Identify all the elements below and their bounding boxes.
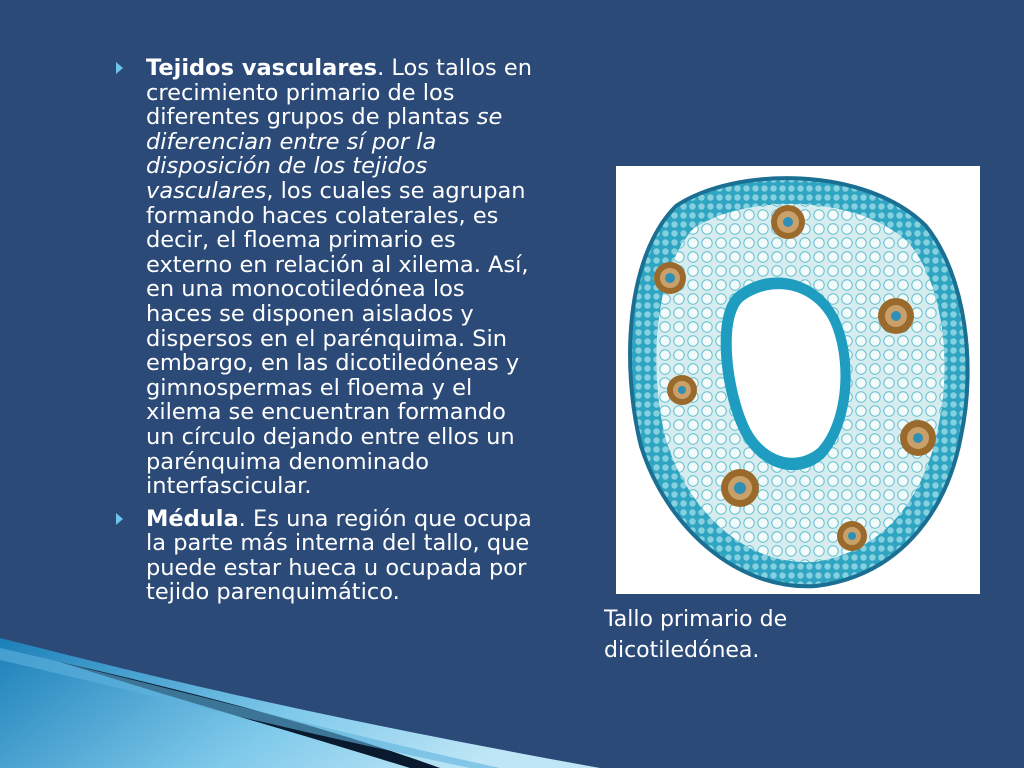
bullet-tejidos-vasculares — [116, 56, 536, 499]
bullet-list — [116, 56, 536, 613]
decorative-swoosh — [0, 638, 600, 768]
term-tejidos-vasculares: Tejidos vasculares — [146, 55, 378, 81]
bullet-text: . Los tallos en crecimiento primario de los diferentes grupos de plantas — [146, 55, 533, 131]
stem-cross-section-image — [616, 166, 980, 594]
term-medula: Médula — [146, 505, 239, 532]
bullet-text: , los cuales se agrupan formando haces colaterales, es decir, el floema primario es externo en relación al xilema. Así, en una monocotiledónea los haces se disponen aislados y dispersos en el parénquima. Sin embargo, en las dicotiledóneas y gimnospermas el floema y el xilema se encuentran formando un círculo dejando entre ellos un parénquima denominado interfascicular. — [146, 177, 529, 500]
stem-micrograph — [616, 166, 980, 594]
figure-caption: Tallo primario de dicotiledónea. — [604, 607, 788, 663]
bullet-italic-text: se diferencian entre sí por la disposición de los tejidos vasculares — [146, 104, 503, 204]
bullet-arrow-icon — [116, 62, 123, 74]
bullet-medula — [116, 507, 536, 605]
bullet-text: . Es una región que ocupa la parte más interna del tallo, que puede estar hueca u ocupada por tejido parenquimático. — [146, 505, 532, 606]
bullet-arrow-icon — [116, 513, 123, 525]
